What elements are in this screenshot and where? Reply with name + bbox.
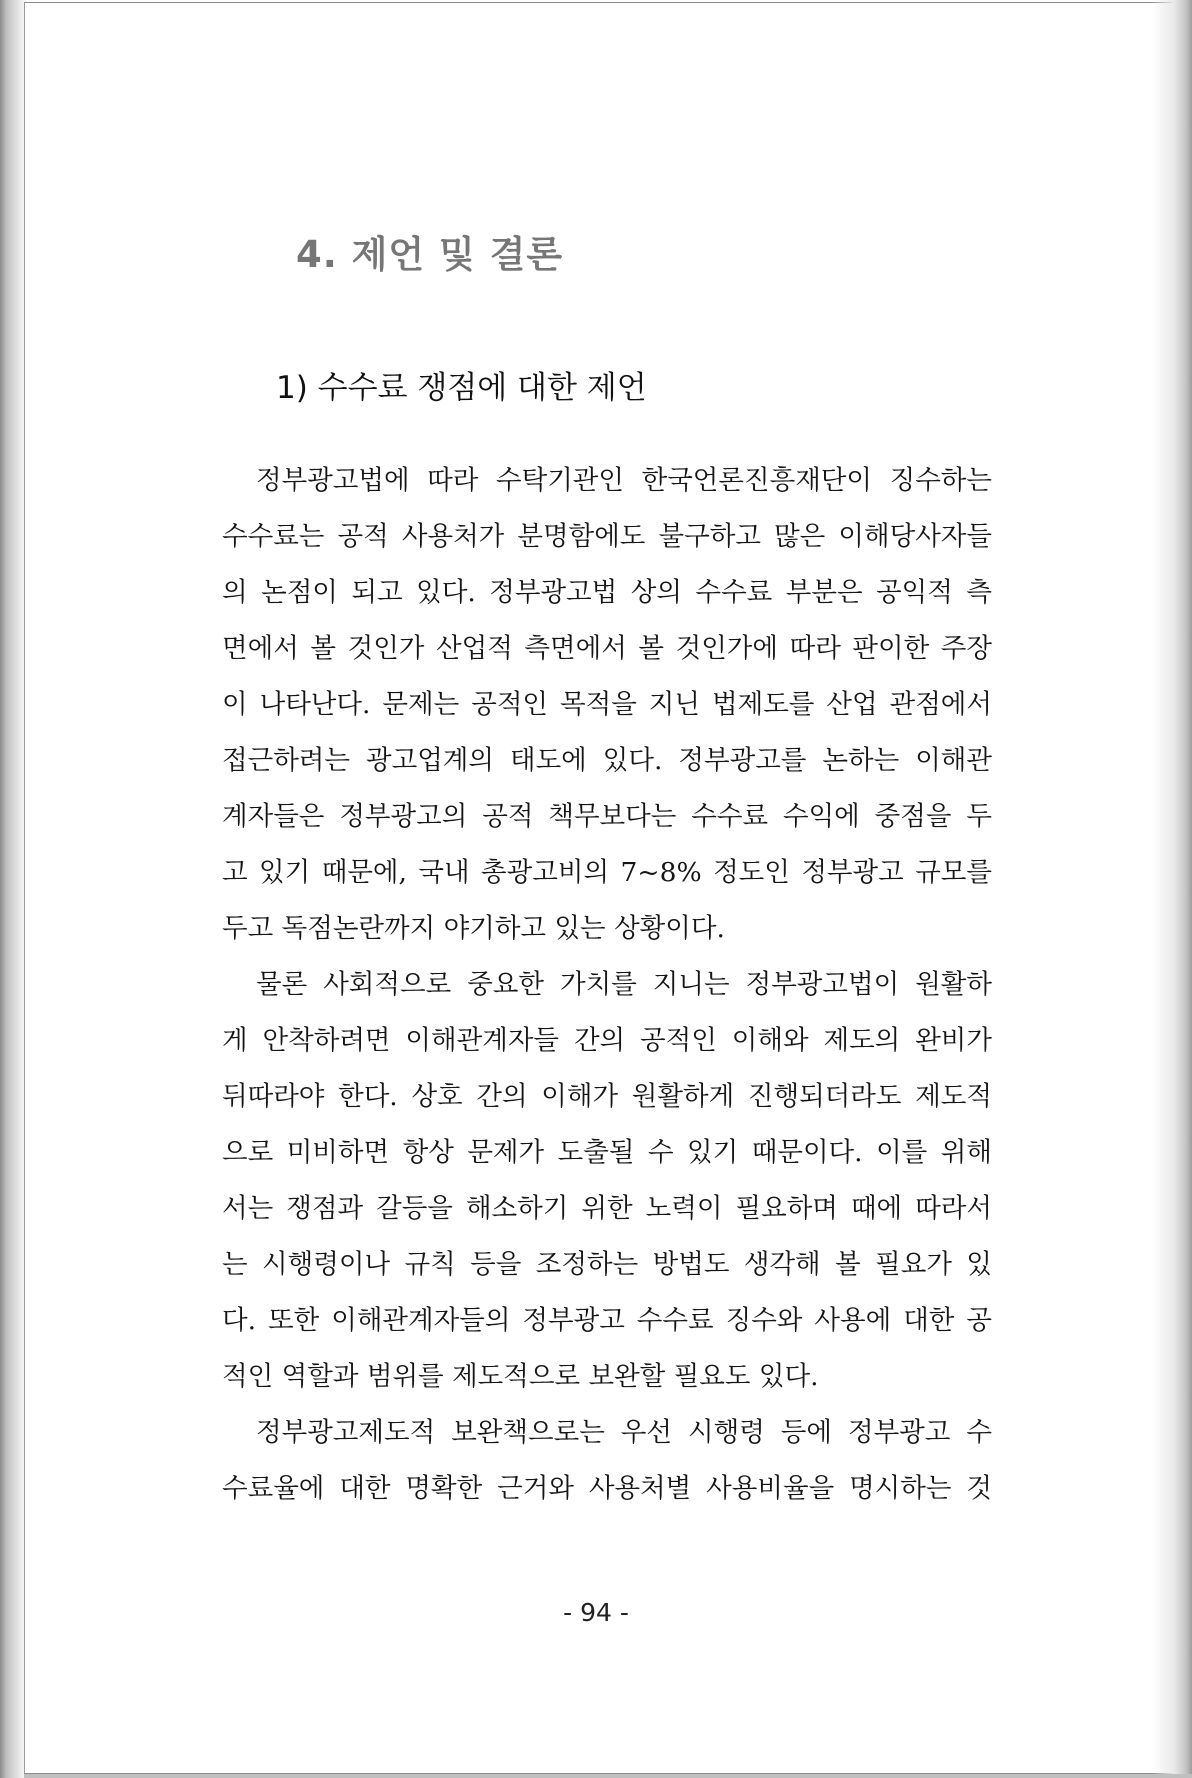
paragraph-3-line-2: 수료율에 대한 명확한 근거와 사용처별 사용비율을 명시하는 것	[222, 1473, 992, 1504]
paragraph-1-line-1: 정부광고법에 따라 수탁기관인 한국언론진흥재단이 징수하는	[256, 465, 992, 496]
page-number: - 94 -	[563, 1598, 629, 1627]
paragraph-2-line-5: 서는 쟁점과 갈등을 해소하기 위한 노력이 필요하며 때에 따라서	[222, 1193, 992, 1224]
paragraph-2-line-1: 물론 사회적으로 중요한 가치를 지니는 정부광고법이 원활하	[256, 969, 992, 1000]
paragraph-2-line-3: 뒤따라야 한다. 상호 간의 이해가 원활하게 진행되더라도 제도적	[222, 1081, 992, 1112]
paragraph-3-line-1: 정부광고제도적 보완책으로는 우선 시행령 등에 정부광고 수	[256, 1417, 992, 1448]
paragraph-1-line-8: 고 있기 때문에, 국내 총광고비의 7~8% 정도인 정부광고 규모를	[222, 857, 992, 888]
paragraph-1-line-2: 수수료는 공적 사용처가 분명함에도 불구하고 많은 이해당사자들	[222, 521, 992, 552]
paragraph-1-line-4: 면에서 볼 것인가 산업적 측면에서 볼 것인가에 따라 판이한 주장	[222, 633, 992, 664]
page-stack-edge	[0, 0, 26, 1778]
paragraph-1-line-7: 계자들은 정부광고의 공적 책무보다는 수수료 수익에 중점을 두	[222, 801, 992, 832]
paragraph-2-line-2: 게 안착하려면 이해관계자들 간의 공적인 이해와 제도의 완비가	[222, 1025, 992, 1056]
page-shadow	[1152, 0, 1192, 1778]
paragraph-2-line-6: 는 시행령이나 규칙 등을 조정하는 방법도 생각해 볼 필요가 있	[222, 1249, 992, 1280]
paragraph-2-line-7: 다. 또한 이해관계자들의 정부광고 수수료 징수와 사용에 대한 공	[222, 1305, 992, 1336]
section-title: 1) 수수료 쟁점에 대한 제언	[276, 370, 647, 406]
paragraph-1-line-3: 의 논점이 되고 있다. 정부광고법 상의 수수료 부분은 공익적 측	[222, 577, 992, 608]
paragraph-2-line-8: 적인 역할과 범위를 제도적으로 보완할 필요도 있다.	[222, 1361, 819, 1392]
page-bottom-edge	[24, 1774, 1192, 1778]
paragraph-2-line-4: 으로 미비하면 항상 문제가 도출될 수 있기 때문이다. 이를 위해	[222, 1137, 992, 1168]
body-text	[222, 453, 992, 1517]
paragraph-1-line-9: 두고 독점논란까지 야기하고 있는 상황이다.	[222, 913, 725, 944]
paragraph-1-line-6: 접근하려는 광고업계의 태도에 있다. 정부광고를 논하는 이해관	[222, 745, 992, 776]
chapter-title: 4. 제언 및 결론	[296, 233, 564, 276]
paragraph-1-line-5: 이 나타난다. 문제는 공적인 목적을 지닌 법제도를 산업 관점에서	[222, 689, 992, 720]
